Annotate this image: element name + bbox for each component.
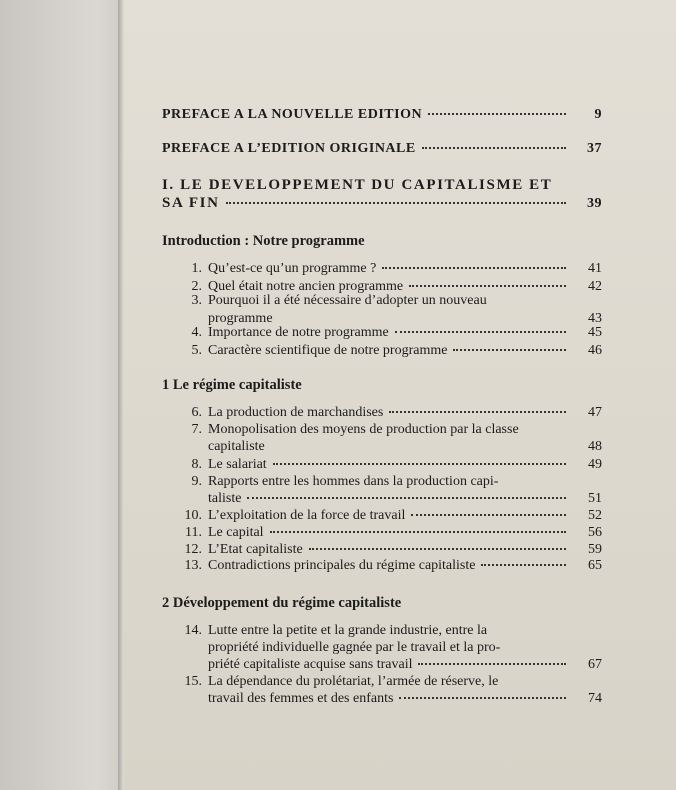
dot-leader [309,548,566,550]
entry-title: PREFACE A LA NOUVELLE EDITION [162,107,423,122]
dot-leader [428,113,566,115]
toc-entry: 7. Monopolisation des moyens de production par la classe [191,422,519,437]
dot-leader [273,463,566,465]
toc-entry-part1 [162,194,602,213]
toc-entry: 1. Qu’est-ce qu’un programme ? 41 [191,261,602,276]
toc-entry-cont: travail des femmes et des enfants 74 [208,691,602,706]
toc-entry-cont: capitaliste 48 [208,439,602,454]
toc-entry: 9. Rapports entre les hommes dans la production capi- [191,474,499,489]
dot-leader [226,202,566,204]
book-gutter [0,0,122,790]
section-heading-intro: Introduction : Notre programme [162,233,365,249]
dot-leader [399,697,566,699]
section-heading-chapter2: 2 Développement du régime capitaliste [162,595,402,611]
dot-leader [411,514,566,516]
section-heading-chapter1: 1 Le régime capitaliste [162,377,302,393]
dot-leader [481,564,566,566]
toc-entry-preface-new [162,106,602,124]
toc-entry-cont: propriété individuelle gagnée par le travail et la pro- [208,640,501,655]
entry-page: 39 [587,196,602,211]
toc-entry: 10. L’exploitation de la force de travail 52 [184,508,602,523]
toc-entry: 4. Importance de notre programme 45 [191,325,602,340]
part-title-line1: I. LE DEVELOPPEMENT DU CAPITALISME ET [162,177,553,193]
entry-title: PREFACE A L’EDITION ORIGINALE [162,141,416,156]
toc-entry-cont: programme 43 [208,311,602,326]
toc-entry-cont: taliste 51 [208,491,602,506]
toc-entry-cont: priété capitaliste acquise sans travail 67 [208,657,602,672]
dot-leader [395,331,566,333]
dot-leader [389,411,566,413]
dot-leader [453,349,566,351]
dot-leader [247,497,566,499]
toc-entry-preface-orig [162,140,602,158]
toc-entry: 8. Le salariat 49 [191,457,602,472]
dot-leader [270,531,566,533]
dot-leader [418,663,566,665]
toc-entry: 13. Contradictions principales du régime capitaliste 65 [184,558,602,573]
toc-entry: 14. Lutte entre la petite et la grande industrie, entre la [184,623,488,638]
entry-page: 9 [594,107,602,122]
toc-entry: 5. Caractère scientifique de notre programme 46 [191,343,602,358]
toc-entry: 12. L’Etat capitaliste 59 [184,542,602,557]
toc-entry: 6. La production de marchandises 47 [191,405,602,420]
entry-page: 37 [587,141,602,156]
dot-leader [422,147,566,149]
toc-entry: 15. La dépendance du prolétariat, l’armée de réserve, le [184,674,499,689]
entry-title: SA FIN [162,195,220,211]
dot-leader [382,267,566,269]
toc-entry: 3. Pourquoi il a été nécessaire d’adopter un nouveau [191,293,487,308]
dot-leader [409,285,566,287]
toc-entry: 11. Le capital 56 [185,525,602,540]
toc-entry: 2. Quel était notre ancien programme 42 [191,279,602,294]
